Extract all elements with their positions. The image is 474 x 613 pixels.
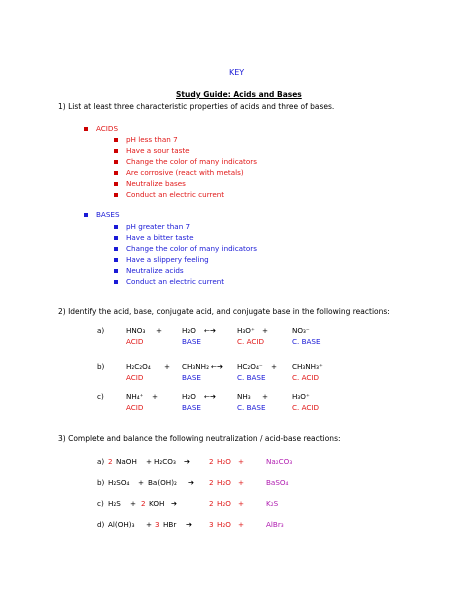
bullet-icon — [114, 171, 118, 175]
coefficient: 3 — [155, 520, 160, 529]
question-2: 2) Identify the acid, base, conjugate acid, and conjugate base in the following reactions: — [58, 307, 390, 316]
label-conjugate-base: C. BASE — [237, 403, 266, 412]
coefficient: 2 — [141, 499, 146, 508]
key-heading: KEY — [229, 68, 245, 77]
acid-property: pH less than 7 — [126, 135, 178, 144]
base-property: Have a slippery feeling — [126, 255, 209, 264]
base-property: pH greater than 7 — [126, 222, 191, 231]
coefficient: 2 — [209, 478, 214, 487]
plus-sign: + — [262, 326, 269, 335]
label-conjugate-acid: C. ACID — [292, 373, 320, 382]
coefficient: 3 — [209, 520, 214, 529]
reactant-acid: H₂SO₄ — [108, 478, 130, 487]
product-water: H₂O — [217, 520, 231, 529]
arrow-icon: ➔ — [188, 478, 195, 487]
bullet-icon — [114, 269, 118, 273]
plus-sign: + — [271, 362, 278, 371]
reaction-letter: d) — [97, 520, 105, 529]
product-conjugate-base: HC₂O₄⁻ — [237, 362, 263, 371]
reactant-acid: H₂C₂O₄ — [126, 362, 151, 371]
plus-sign: + — [238, 478, 245, 487]
reaction-letter: a) — [97, 457, 105, 466]
reactant-acid: H₂CO₃ — [154, 457, 176, 466]
acid-property: Neutralize bases — [126, 179, 186, 188]
coefficient: 2 — [209, 499, 214, 508]
plus-sign: + — [138, 478, 145, 487]
base-property: Neutralize acids — [126, 266, 184, 275]
arrow-icon: ➔ — [186, 520, 193, 529]
label-conjugate-base: C. BASE — [237, 373, 266, 382]
bullet-icon — [114, 280, 118, 284]
label-conjugate-acid: C. ACID — [292, 403, 320, 412]
bullet-icon — [114, 149, 118, 153]
label-base: BASE — [182, 337, 201, 346]
label-base: BASE — [182, 373, 201, 382]
label-acid: ACID — [126, 373, 144, 382]
coefficient: 2 — [209, 457, 214, 466]
reaction-letter: b) — [97, 362, 105, 371]
product-salt: K₂S — [266, 499, 279, 508]
reactant-base: H₂O — [182, 392, 196, 401]
label-conjugate-acid: C. ACID — [237, 337, 265, 346]
product-conjugate-base: NH₃ — [237, 392, 251, 401]
base-property: Change the color of many indicators — [126, 244, 257, 253]
bullet-icon — [114, 236, 118, 240]
product-salt: Na₂CO₃ — [266, 457, 293, 466]
plus-sign: + — [262, 392, 269, 401]
reactant-base: NaOH — [116, 457, 137, 466]
plus-sign: + — [164, 362, 171, 371]
product-conjugate-base: NO₃⁻ — [292, 326, 310, 335]
label-acid: ACID — [126, 337, 144, 346]
coefficient: 2 — [108, 457, 113, 466]
reactant-acid: NH₄⁺ — [126, 392, 144, 401]
bases-bullet-icon — [84, 213, 88, 217]
base-property: Have a bitter taste — [126, 233, 194, 242]
reaction-letter: b) — [97, 478, 105, 487]
label-acid: ACID — [126, 403, 144, 412]
reactant-base: CH₃NH₂ — [182, 362, 209, 371]
product-water: H₂O — [217, 499, 231, 508]
equilibrium-arrow-icon: ←➔ — [204, 392, 217, 401]
reactant-acid: HNO₃ — [126, 326, 146, 335]
product-conjugate-acid: H₃O⁺ — [292, 392, 310, 401]
equilibrium-arrow-icon: ←➔ — [204, 326, 217, 335]
bullet-icon — [114, 182, 118, 186]
arrow-icon: ➔ — [184, 457, 191, 466]
reactant-base: KOH — [149, 499, 165, 508]
question-1: 1) List at least three characteristic properties of acids and three of bases. — [58, 102, 335, 111]
bullet-icon — [114, 247, 118, 251]
reactant-acid: H₂S — [108, 499, 121, 508]
plus-sign: + — [238, 457, 245, 466]
reaction-letter: c) — [97, 499, 104, 508]
plus-sign: + — [146, 520, 153, 529]
reaction-letter: c) — [97, 392, 104, 401]
acid-property: Are corrosive (react with metals) — [126, 168, 244, 177]
bullet-icon — [114, 258, 118, 262]
product-salt: BaSO₄ — [266, 478, 289, 487]
page-title: Study Guide: Acids and Bases — [176, 90, 302, 99]
bullet-icon — [114, 193, 118, 197]
reactant-base: Ba(OH)₂ — [148, 478, 177, 487]
plus-sign: + — [238, 520, 245, 529]
equilibrium-arrow-icon: ←➔ — [211, 362, 224, 371]
bullet-icon — [114, 160, 118, 164]
acid-property: Change the color of many indicators — [126, 157, 257, 166]
question-3: 3) Complete and balance the following neutralization / acid-base reactions: — [58, 434, 341, 443]
plus-sign: + — [130, 499, 137, 508]
bases-label: BASES — [96, 210, 120, 219]
reactant-acid: HBr — [163, 520, 177, 529]
reactant-base: Al(OH)₃ — [108, 520, 135, 529]
product-conjugate-acid: H₃O⁺ — [237, 326, 255, 335]
plus-sign: + — [156, 326, 163, 335]
bullet-icon — [114, 138, 118, 142]
label-conjugate-base: C. BASE — [292, 337, 321, 346]
plus-sign: + — [146, 457, 153, 466]
acid-property: Conduct an electric current — [126, 190, 225, 199]
base-property: Conduct an electric current — [126, 277, 225, 286]
reactant-base: H₂O — [182, 326, 196, 335]
product-water: H₂O — [217, 478, 231, 487]
arrow-icon: ➔ — [171, 499, 178, 508]
acid-property: Have a sour taste — [126, 146, 190, 155]
acids-bullet-icon — [84, 127, 88, 131]
bullet-icon — [114, 225, 118, 229]
reaction-letter: a) — [97, 326, 105, 335]
acids-label: ACIDS — [96, 124, 119, 133]
plus-sign: + — [152, 392, 159, 401]
product-water: H₂O — [217, 457, 231, 466]
product-salt: AlBr₃ — [266, 520, 284, 529]
product-conjugate-acid: CH₃NH₃⁺ — [292, 362, 323, 371]
label-base: BASE — [182, 403, 201, 412]
plus-sign: + — [238, 499, 245, 508]
